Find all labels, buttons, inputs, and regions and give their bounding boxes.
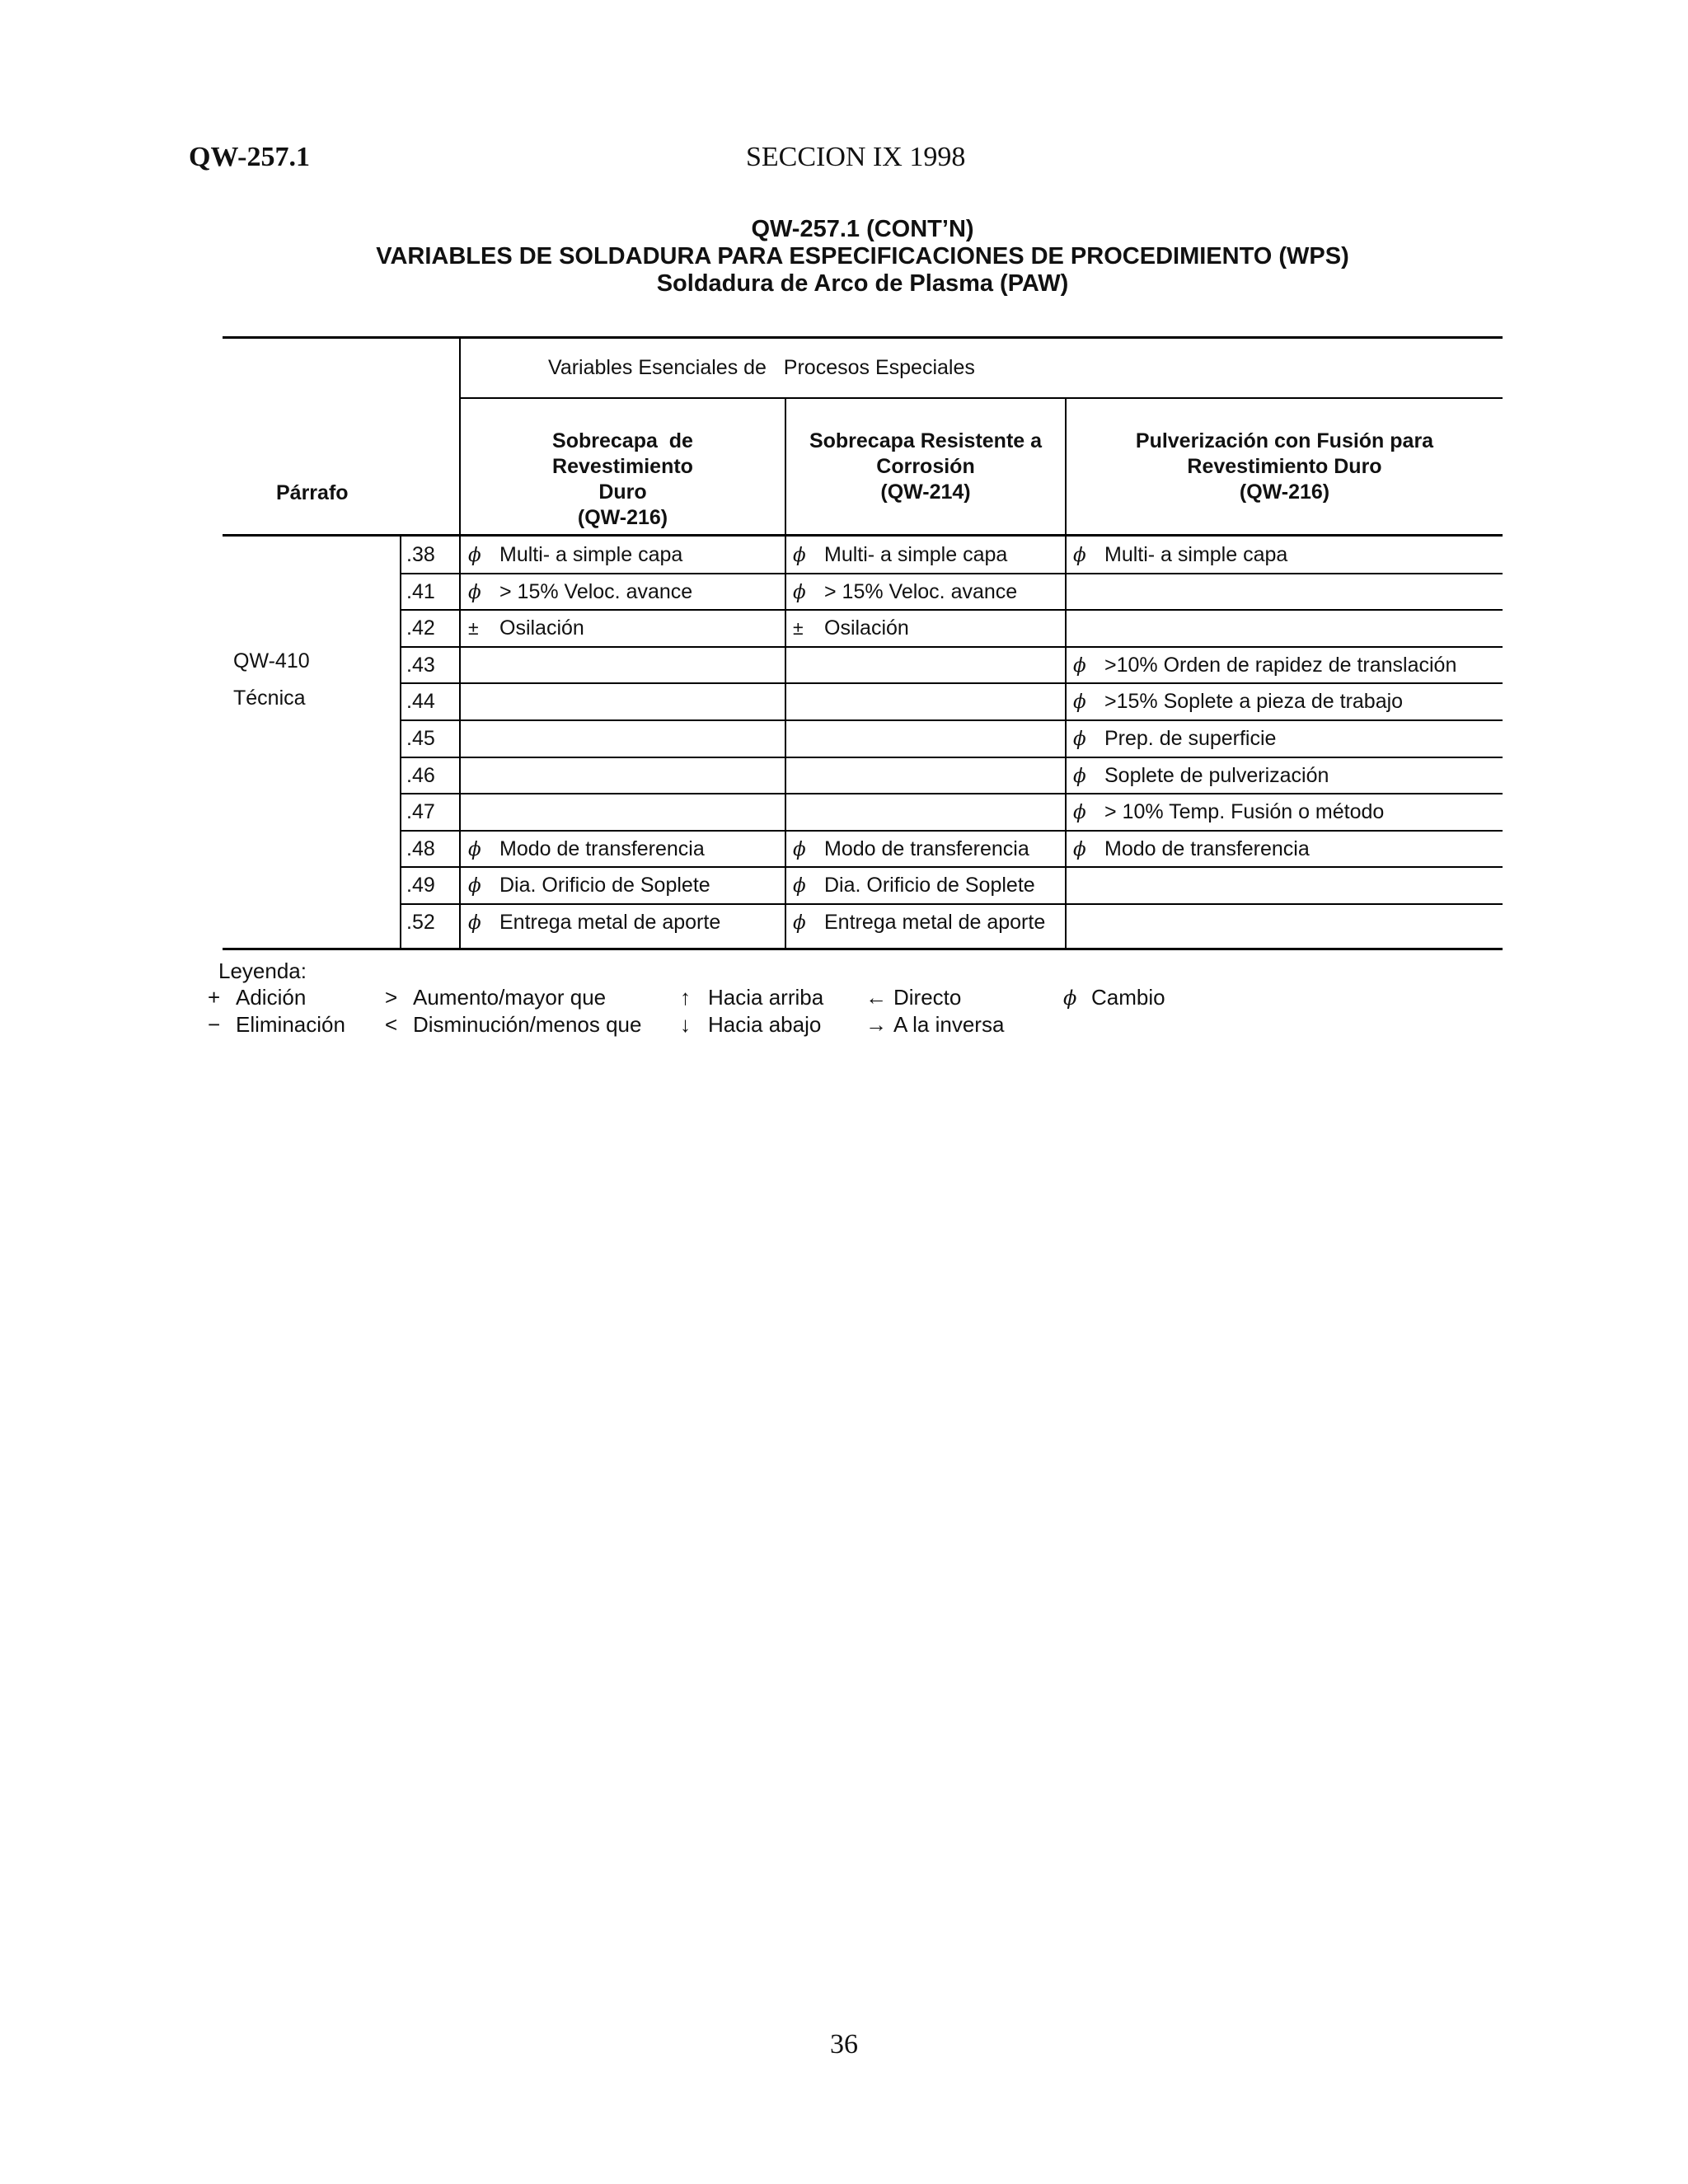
legend-label: Cambio (1091, 985, 1165, 1010)
cell-text: > 15% Veloc. avance (499, 579, 693, 603)
symbol: ϕ (1073, 545, 1086, 566)
cell-text: Entrega metal de aporte (499, 911, 721, 934)
cell-text: >15% Soplete a pieza de trabajo (1104, 690, 1404, 714)
legend-label: Disminución/menos que (413, 1012, 642, 1037)
col-divider-num (400, 536, 401, 948)
table-cell (793, 837, 1029, 861)
row-rule (400, 830, 1503, 832)
table-cell (468, 800, 499, 824)
legend-item (385, 985, 606, 1010)
symbol: ϕ (1073, 765, 1086, 787)
legend-symbol: ϕ (1063, 987, 1077, 1010)
row-rule (400, 757, 1503, 758)
legend-title: Leyenda: (218, 958, 307, 983)
legend-symbol: → (865, 1012, 887, 1037)
symbol: ϕ (793, 838, 806, 860)
table-cell (468, 543, 682, 567)
cell-text: Modo de transferencia (824, 837, 1029, 860)
cell-text: > 15% Veloc. avance (824, 579, 1018, 603)
table-cell (1073, 911, 1104, 935)
legend-label: Hacia abajo (708, 1012, 822, 1037)
group-sublabel: Técnica (233, 687, 306, 710)
table-cell (468, 690, 499, 714)
row-rule (400, 573, 1503, 574)
legend-symbol: − (208, 1012, 221, 1037)
legend-label: Aumento/mayor que (413, 985, 607, 1010)
symbol: ϕ (468, 545, 481, 566)
cell-text: Osilación (499, 616, 584, 640)
legend-item (208, 1012, 345, 1038)
cell-text: Dia. Orificio de Soplete (499, 874, 710, 898)
table-cell (1073, 654, 1456, 677)
section-title: SECCION IX 1998 (746, 142, 966, 172)
legend-symbol: + (208, 985, 221, 1010)
symbol: ϕ (1073, 838, 1086, 860)
cell-text: Entrega metal de aporte (824, 911, 1046, 934)
table-cell (793, 616, 909, 640)
symbol: ϕ (468, 875, 481, 898)
legend-label: A la inversa (893, 1012, 1005, 1037)
paragraph-number: .43 (406, 653, 435, 677)
paragraph-number: .45 (406, 727, 435, 750)
table-cell (793, 580, 1017, 604)
legend-label: Adición (236, 985, 307, 1010)
symbol: ± (468, 617, 479, 640)
row-rule (400, 793, 1503, 794)
cell-text: Dia. Orificio de Soplete (824, 874, 1035, 898)
cell-text: > 10% Temp. Fusión o método (1104, 800, 1385, 824)
legend-item (208, 985, 306, 1010)
table-cell (793, 690, 824, 714)
paragraph-number: .47 (406, 800, 435, 824)
table-cell (468, 764, 499, 788)
table-cell (1073, 727, 1276, 751)
cell-text: >10% Orden de rapidez de translación (1104, 653, 1457, 677)
legend-item (865, 1012, 1004, 1038)
row-rule (400, 866, 1503, 868)
paragraph-number: .44 (406, 690, 435, 714)
table-cell (793, 800, 824, 824)
table-cell (793, 874, 1035, 898)
legend-item (1063, 985, 1165, 1010)
column-header-2: Sobrecapa Resistente a Corrosión (QW-214) (809, 429, 1043, 504)
legend-item (680, 985, 823, 1010)
column-header-1: Sobrecapa de Revestimiento Duro (QW-216) (552, 429, 693, 529)
section-code: QW-257.1 (189, 142, 311, 172)
cell-text: Multi- a simple capa (824, 543, 1008, 566)
legend-item (680, 1012, 821, 1038)
table-cell (1073, 616, 1104, 640)
symbol: ϕ (468, 912, 481, 934)
paragraph-number: .41 (406, 579, 435, 603)
symbol: ϕ (1073, 691, 1086, 714)
paragraph-number: .49 (406, 874, 435, 898)
table-cell (793, 727, 824, 751)
symbol: ϕ (468, 581, 481, 603)
table-cell (468, 727, 499, 751)
row-rule (400, 609, 1503, 611)
table-cell (1073, 543, 1287, 567)
table-cell (793, 911, 1045, 935)
row-rule (400, 682, 1503, 684)
title-line-1: QW-257.1 (CONT’N) (751, 216, 974, 242)
table-cell (1073, 837, 1310, 861)
symbol: ϕ (1073, 802, 1086, 824)
row-rule (400, 903, 1503, 905)
table-title (223, 216, 1503, 298)
legend-label: Eliminación (236, 1012, 345, 1037)
table-cell (468, 654, 499, 677)
symbol: ϕ (1073, 654, 1086, 677)
legend-symbol: ↑ (680, 985, 691, 1010)
variables-table (223, 336, 1503, 950)
group-label: QW-410 (233, 649, 310, 673)
table-cell (468, 616, 584, 640)
row-rule (400, 719, 1503, 721)
legend-symbol: > (385, 985, 398, 1010)
legend-item (385, 1012, 641, 1038)
symbol: ± (793, 617, 804, 640)
title-line-2: VARIABLES DE SOLDADURA PARA ESPECIFICACIONES DE PROCEDIMIENTO (WPS) (376, 243, 1349, 269)
legend-label: Hacia arriba (708, 985, 824, 1010)
rule-group-bottom (459, 397, 1503, 399)
rule-header-bottom (223, 534, 1503, 537)
cell-text: Multi- a simple capa (499, 543, 683, 566)
table-cell (1073, 800, 1384, 824)
table-cell (1073, 874, 1104, 898)
table-cell (1073, 764, 1329, 788)
paragraph-number: .42 (406, 616, 435, 640)
table-cell (793, 654, 824, 677)
cell-text: Osilación (824, 616, 909, 640)
paragraph-number: .38 (406, 543, 435, 566)
paragraph-number: .46 (406, 763, 435, 787)
cell-text: Soplete de pulverización (1104, 763, 1329, 787)
table-cell (1073, 580, 1104, 604)
column-header-3: Pulverización con Fusión para Revestimiento Duro (QW-216) (1135, 429, 1434, 504)
cell-text: Prep. de superficie (1104, 727, 1277, 750)
table-cell (468, 911, 720, 935)
page-number: 36 (830, 2029, 858, 2060)
cell-text: Multi- a simple capa (1104, 543, 1288, 566)
legend-symbol: < (385, 1012, 398, 1037)
symbol: ϕ (793, 912, 806, 934)
group-header: Variables Esenciales de Procesos Especiales (548, 356, 975, 379)
symbol: ϕ (793, 545, 806, 566)
table-cell (793, 764, 824, 788)
paragraph-number: .48 (406, 837, 435, 860)
table-cell (468, 580, 692, 604)
parrafo-label: Párrafo (276, 481, 349, 504)
symbol: ϕ (468, 838, 481, 860)
rule-bottom (223, 948, 1503, 950)
cell-text: Modo de transferencia (1104, 837, 1310, 860)
symbol: ϕ (793, 875, 806, 898)
cell-text: Modo de transferencia (499, 837, 705, 860)
title-line-3: Soldadura de Arco de Plasma (PAW) (656, 270, 1069, 297)
paragraph-number: .52 (406, 911, 435, 934)
rule-top (223, 336, 1503, 339)
legend-item (865, 985, 961, 1010)
table-cell (468, 874, 710, 898)
table-cell (793, 543, 1007, 567)
row-rule (400, 646, 1503, 648)
legend-label: Directo (893, 985, 962, 1010)
symbol: ϕ (793, 581, 806, 603)
table-cell (468, 837, 705, 861)
legend-symbol: ↓ (680, 1012, 691, 1037)
symbol: ϕ (1073, 729, 1086, 750)
table-cell (1073, 690, 1403, 714)
legend-symbol: ← (865, 985, 887, 1010)
